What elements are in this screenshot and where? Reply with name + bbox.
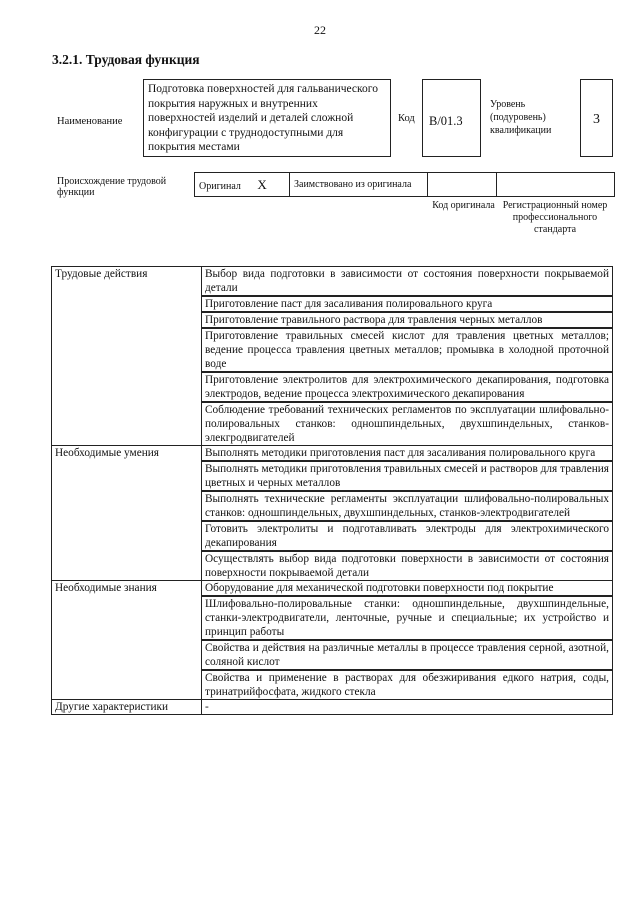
reg-number-cell (497, 173, 615, 197)
table-row (52, 700, 613, 715)
code-box (422, 79, 481, 157)
name-label: Наименование (57, 116, 123, 127)
item-cell: Готовить электролиты и подготавливать электроды для электрохимического декапирования (202, 521, 613, 551)
table-row (52, 446, 613, 462)
code-original-label: Код оригинала (432, 200, 495, 211)
category-cell: Другие характеристики (52, 700, 202, 715)
origin-label: Происхождение трудовой функции (57, 176, 167, 198)
original-label: Оригинал (199, 180, 241, 192)
page-number: 22 (314, 23, 326, 37)
function-name-box (143, 79, 391, 157)
item-cell: Приготовление электролитов для электрохимического декапирования, подготовка электродов, ведение процесса электрохимического декапирования (202, 372, 613, 402)
item-cell: Приготовление травильного раствора для травления черных металлов (202, 312, 613, 328)
code-label: Код (398, 113, 415, 124)
item-cell: Выполнять методики приготовления травильных смесей и растворов для травления цветных и черных металлов (202, 461, 613, 491)
level-value: 3 (593, 112, 600, 127)
item-cell: Шлифовально-полировальные станки: одношпиндельные, двухшпиндельные, станки-электродвигатели, ленточные, ручные и специальные; их устройство и принцип работы (202, 596, 613, 640)
level-label: Уровень (подуровень) квалификации (490, 99, 552, 136)
code-original-cell (428, 173, 497, 197)
category-cell: Необходимые умения (52, 446, 202, 581)
category-cell: Трудовые действия (52, 267, 202, 446)
item-cell: Оборудование для механической подготовки поверхности под покрытие (202, 581, 613, 597)
item-cell: - (202, 700, 613, 715)
table-row (52, 267, 613, 297)
labor-function-table (51, 266, 613, 715)
item-cell: Приготовление паст для засаливания полировального круга (202, 296, 613, 312)
section-title: 3.2.1. Трудовая функция (52, 52, 200, 67)
item-cell: Соблюдение требований технических регламентов по эксплуатации шлифовально-полировальных станков: одношпиндельных, двухшпиндельных, станков-элекгродвигателей (202, 402, 613, 446)
level-box (580, 79, 613, 157)
code-value: B/01.3 (429, 114, 463, 128)
origin-borrowed-cell (290, 173, 428, 197)
borrowed-label: Заимствовано из оригинала (294, 179, 412, 190)
item-cell: Выполнять методики приготовления паст для засаливания полировального круга (202, 446, 613, 462)
item-cell: Свойства и применение в растворах для обезжиривания едкого натрия, соды, тринатрийфосфата, жидкого стекла (202, 670, 613, 700)
origin-table (194, 172, 615, 197)
category-cell: Необходимые знания (52, 581, 202, 700)
function-name-value: Подготовка поверхностей для гальванического покрытия наружных и внутренних поверхностей изделий и деталей сложной конфигурации с труднодоступными для покрытия местами (148, 83, 378, 153)
item-cell: Выполнять технические регламенты эксплуатации шлифовально-полировальных станков: одношпиндельных, двухшпиндельных, станков-электродвигателей (202, 491, 613, 521)
origin-original-cell (195, 173, 290, 197)
item-cell: Осуществлять выбор вида подготовки поверхности в зависимости от состояния поверхности покрываемой детали (202, 551, 613, 581)
table-row (52, 581, 613, 597)
item-cell: Свойства и действия на различные металлы в процессе травления серной, азотной, соляной кислот (202, 640, 613, 670)
item-cell: Приготовление травильных смесей кислот для травления цветных металлов; ведение процесса травления цветных металлов; промывка в холодной проточной воде (202, 328, 613, 372)
reg-number-label: Регистрационный номер профессионального стандарта (502, 200, 608, 235)
item-cell: Выбор вида подготовки в зависимости от состояния поверхности покрываемой детали (202, 267, 613, 297)
original-mark: X (257, 176, 267, 192)
